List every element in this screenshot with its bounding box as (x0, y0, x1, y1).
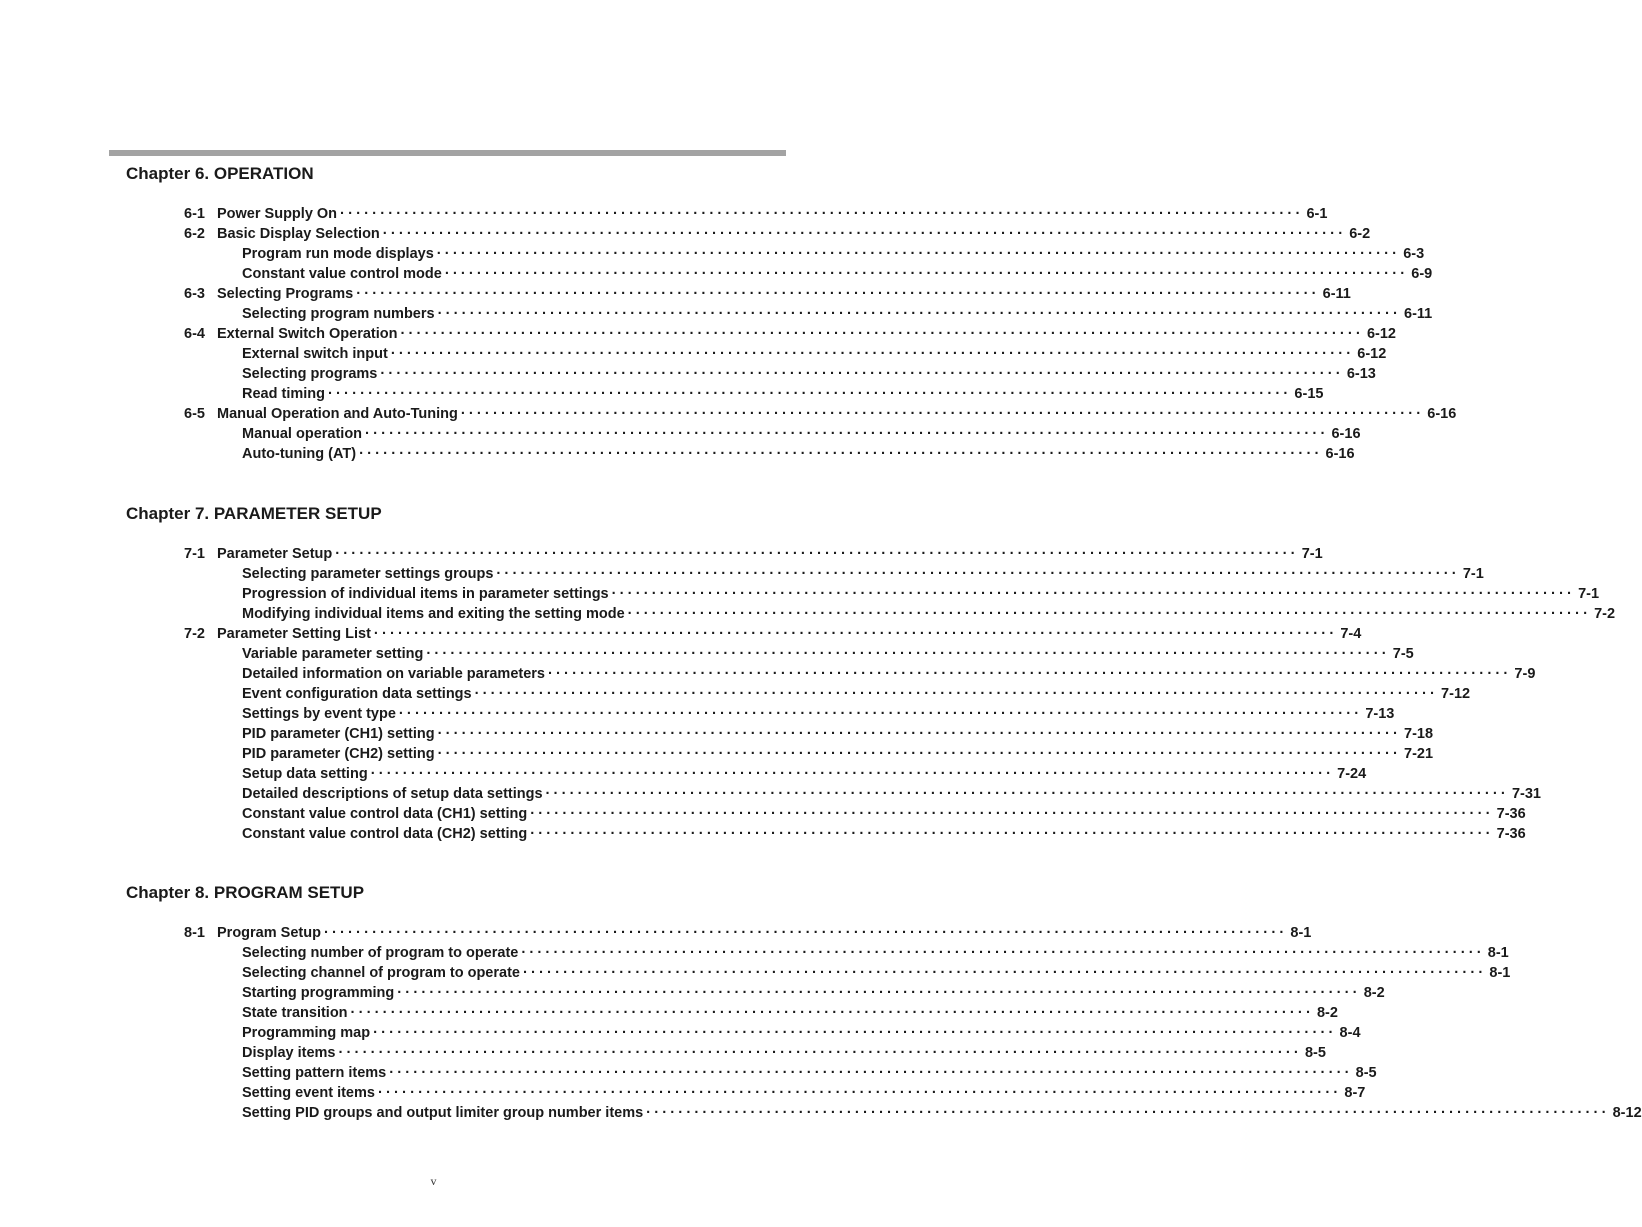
dot-leader: ························································································································ (327, 386, 1292, 402)
toc-entry-number: 6-1 (184, 206, 205, 222)
toc-entry-label: Variable parameter setting (242, 646, 424, 662)
toc-subsection-entry[interactable] (0, 784, 1541, 804)
toc-entry-label: State transition (242, 1005, 348, 1021)
toc-entry-label: Selecting channel of program to operate (242, 965, 520, 981)
toc-entry-page: 6-9 (1411, 266, 1433, 282)
toc-entry-page: 6-2 (1349, 226, 1371, 242)
toc-subsection-entry[interactable] (0, 744, 1434, 764)
toc-entry-page: 7-5 (1392, 646, 1414, 662)
toc-subsection-entry[interactable] (0, 1063, 1377, 1083)
toc-entry-label: Setup data setting (242, 766, 368, 782)
toc-entry-page: 7-18 (1404, 726, 1434, 742)
dot-leader: ························································································································ (547, 666, 1512, 682)
toc-subsection-entry[interactable] (0, 344, 1387, 364)
toc-entry-body (217, 624, 1362, 644)
dot-leader: ························································································································ (521, 945, 1485, 961)
toc-subsection-entry[interactable] (0, 963, 1511, 983)
toc-subsection-entry[interactable] (0, 564, 1484, 584)
toc-entry-label: Program Setup (217, 925, 321, 941)
toc-entry-number: 7-1 (184, 546, 205, 562)
toc-subsection-entry[interactable] (0, 244, 1425, 264)
toc-entry-body (242, 943, 1509, 963)
toc-entry-label: Settings by event type (242, 706, 396, 722)
toc-entry-label: Setting PID groups and output limiter group number items (242, 1105, 644, 1121)
toc-entry-page: 7-13 (1365, 706, 1395, 722)
toc-entry-number: 6-4 (184, 326, 205, 342)
toc-entry-label: Selecting parameter settings groups (242, 566, 494, 582)
toc-entry-number: 6-3 (184, 286, 205, 302)
toc-subsection-entry[interactable] (0, 264, 1433, 284)
toc-entry-body (242, 424, 1361, 444)
toc-section-entry[interactable] (0, 284, 1351, 304)
dot-leader: ························································································································ (338, 1045, 1302, 1061)
dot-leader: ························································································································ (437, 746, 1402, 762)
toc-entry-body (217, 284, 1351, 304)
toc-section-entry[interactable] (0, 204, 1328, 224)
toc-subsection-entry[interactable] (0, 1043, 1326, 1063)
toc-entry-label: Setting pattern items (242, 1065, 387, 1081)
toc-entry-body (242, 963, 1511, 983)
chapter-entries (0, 544, 1616, 844)
toc-section-entry[interactable] (0, 544, 1323, 564)
toc-entry-body (242, 764, 1367, 784)
toc-entry-body (242, 564, 1484, 584)
top-divider-rule (109, 150, 786, 156)
toc-entry-label: Constant value control data (CH2) setting (242, 826, 528, 842)
dot-leader: ························································································································ (382, 226, 1347, 242)
toc-subsection-entry[interactable] (0, 1083, 1366, 1103)
dot-leader: ························································································································ (627, 606, 1592, 622)
toc-entry-body (242, 444, 1355, 464)
toc-entry-page: 8-1 (1487, 945, 1509, 961)
dot-leader: ························································································································ (611, 586, 1576, 602)
toc-entry-page: 6-12 (1357, 346, 1387, 362)
dot-leader: ························································································································ (340, 206, 1304, 222)
toc-entry-label: Display items (242, 1045, 336, 1061)
toc-entry-body (242, 1103, 1642, 1123)
toc-subsection-entry[interactable] (0, 304, 1433, 324)
toc-entry-page: 7-2 (1594, 606, 1616, 622)
toc-entry-body (242, 364, 1376, 384)
toc-entry-body (242, 244, 1425, 264)
toc-entry-label: Power Supply On (217, 206, 338, 222)
toc-entry-label: Manual operation (242, 426, 363, 442)
dot-leader: ························································································································ (373, 626, 1338, 642)
dot-leader: ························································································································ (530, 806, 1494, 822)
dot-leader: ························································································································ (436, 246, 1401, 262)
toc-entry-body (217, 224, 1371, 244)
toc-entry-number: 6-5 (184, 406, 205, 422)
toc-subsection-entry[interactable] (0, 424, 1361, 444)
toc-entry-body (242, 704, 1395, 724)
toc-entry-body (242, 824, 1526, 844)
toc-subsection-entry[interactable] (0, 824, 1526, 844)
toc-entry-body (242, 784, 1541, 804)
toc-entry-body (217, 923, 1312, 943)
dot-leader: ························································································································ (522, 965, 1487, 981)
toc-entry-body (242, 344, 1387, 364)
toc-entry-page: 8-5 (1304, 1045, 1326, 1061)
toc-entry-label: Starting programming (242, 985, 395, 1001)
toc-entry-page: 8-1 (1489, 965, 1511, 981)
dot-leader: ························································································································ (474, 686, 1439, 702)
toc-entry-body (242, 304, 1433, 324)
page-number: v (430, 1174, 437, 1188)
toc-entry-label: Constant value control mode (242, 266, 442, 282)
toc-entry-number: 8-1 (184, 925, 205, 941)
toc-entry-label: PID parameter (CH1) setting (242, 726, 435, 742)
toc-entry-body (242, 604, 1616, 624)
dot-leader: ························································································································ (437, 306, 1402, 322)
dot-leader: ························································································································ (370, 766, 1335, 782)
toc-entry-label: Modifying individual items and exiting the setting mode (242, 606, 625, 622)
toc-entry-body (242, 644, 1414, 664)
toc-entry-label: External switch input (242, 346, 388, 362)
dot-leader: ························································································································ (365, 426, 1329, 442)
toc-entry-page: 8-1 (1290, 925, 1312, 941)
toc-entry-page: 6-11 (1322, 286, 1351, 302)
toc-entry-page: 8-2 (1316, 1005, 1338, 1021)
toc-subsection-entry[interactable] (0, 584, 1600, 604)
toc-entry-page: 8-7 (1344, 1085, 1366, 1101)
toc-entry-body (217, 324, 1396, 344)
toc-entry-label: External Switch Operation (217, 326, 398, 342)
chapter-entries (0, 923, 1642, 1123)
toc-entry-page: 6-15 (1294, 386, 1324, 402)
toc-entry-body (242, 724, 1434, 744)
dot-leader: ························································································································ (350, 1005, 1314, 1021)
dot-leader: ························································································································ (397, 985, 1361, 1001)
toc-entry-label: Selecting program numbers (242, 306, 435, 322)
toc-entry-page: 8-4 (1339, 1025, 1361, 1041)
toc-entry-label: Auto-tuning (AT) (242, 446, 357, 462)
toc-subsection-entry[interactable] (0, 724, 1434, 744)
dot-leader: ························································································································ (545, 786, 1509, 802)
toc-subsection-entry[interactable] (0, 684, 1471, 704)
toc-entry-label: Progression of individual items in parameter settings (242, 586, 609, 602)
toc-subsection-entry[interactable] (0, 943, 1509, 963)
toc-entry-page: 7-1 (1462, 566, 1484, 582)
dot-leader: ························································································································ (426, 646, 1390, 662)
toc-subsection-entry[interactable] (0, 983, 1385, 1003)
dot-leader: ························································································································ (460, 406, 1425, 422)
toc-entry-page: 6-11 (1404, 306, 1433, 322)
toc-entry-body (242, 664, 1536, 684)
dot-leader: ························································································································ (359, 446, 1323, 462)
dot-leader: ························································································································ (400, 326, 1364, 342)
toc-entry-label: Parameter Setting List (217, 626, 371, 642)
toc-entry-body (242, 744, 1434, 764)
toc-entry-label: PID parameter (CH2) setting (242, 746, 435, 762)
dot-leader: ························································································································ (389, 1065, 1353, 1081)
toc-entry-page: 7-31 (1511, 786, 1541, 802)
dot-leader: ························································································································ (530, 826, 1494, 842)
chapter-title: Chapter 6. OPERATION (126, 164, 314, 183)
toc-subsection-entry[interactable] (0, 444, 1355, 464)
toc-entry-page: 7-12 (1441, 686, 1471, 702)
dot-leader: ························································································································ (335, 546, 1299, 562)
dot-leader: ························································································································ (496, 566, 1460, 582)
dot-leader: ························································································································ (377, 1085, 1342, 1101)
toc-subsection-entry[interactable] (0, 804, 1526, 824)
toc-entry-body (242, 983, 1385, 1003)
toc-entry-page: 8-5 (1355, 1065, 1377, 1081)
toc-entry-label: Programming map (242, 1025, 371, 1041)
toc-entry-page: 7-4 (1340, 626, 1362, 642)
toc-entry-label: Detailed information on variable parameters (242, 666, 545, 682)
toc-entry-page: 7-1 (1578, 586, 1600, 602)
chapter-entries (0, 204, 1457, 464)
toc-entry-label: Read timing (242, 386, 325, 402)
toc-entry-label: Parameter Setup (217, 546, 333, 562)
toc-entry-body (217, 544, 1323, 564)
dot-leader: ························································································································ (380, 366, 1344, 382)
toc-subsection-entry[interactable] (0, 644, 1414, 664)
toc-subsection-entry[interactable] (0, 764, 1367, 784)
toc-entry-body (242, 264, 1433, 284)
dot-leader: ························································································································ (398, 706, 1363, 722)
dot-leader: ························································································································ (373, 1025, 1337, 1041)
dot-leader: ························································································································ (437, 726, 1402, 742)
toc-entry-body (242, 1043, 1326, 1063)
toc-subsection-entry[interactable] (0, 384, 1324, 404)
toc-entry-body (242, 1023, 1361, 1043)
toc-entry-body (242, 684, 1471, 704)
toc-subsection-entry[interactable] (0, 604, 1616, 624)
toc-entry-page: 6-13 (1346, 366, 1376, 382)
toc-entry-label: Setting event items (242, 1085, 375, 1101)
toc-section-entry[interactable] (0, 624, 1362, 644)
toc-entry-number: 6-2 (184, 226, 205, 242)
toc-entry-page: 6-16 (1331, 426, 1361, 442)
toc-entry-page: 6-16 (1427, 406, 1457, 422)
toc-entry-page: 7-24 (1337, 766, 1367, 782)
toc-entry-page: 6-12 (1366, 326, 1396, 342)
toc-entry-label: Detailed descriptions of setup data settings (242, 786, 543, 802)
toc-entry-label: Event configuration data settings (242, 686, 472, 702)
toc-entry-number: 7-2 (184, 626, 205, 642)
toc-entry-page: 7-21 (1404, 746, 1434, 762)
toc-entry-page: 7-9 (1514, 666, 1536, 682)
toc-entry-body (242, 1083, 1366, 1103)
toc-entry-label: Program run mode displays (242, 246, 434, 262)
toc-subsection-entry[interactable] (0, 1023, 1361, 1043)
toc-entry-body (242, 584, 1600, 604)
toc-entry-body (242, 804, 1526, 824)
toc-subsection-entry[interactable] (0, 1003, 1338, 1023)
toc-entry-page: 7-36 (1496, 826, 1526, 842)
toc-section-entry[interactable] (0, 324, 1396, 344)
toc-entry-page: 8-12 (1612, 1105, 1642, 1121)
toc-subsection-entry[interactable] (0, 1103, 1642, 1123)
toc-section-entry[interactable] (0, 923, 1312, 943)
toc-entry-label: Basic Display Selection (217, 226, 380, 242)
toc-entry-label: Selecting Programs (217, 286, 354, 302)
toc-section-entry[interactable] (0, 224, 1371, 244)
toc-entry-label: Constant value control data (CH1) setting (242, 806, 528, 822)
toc-entry-body (217, 404, 1457, 424)
toc-entry-label: Selecting number of program to operate (242, 945, 519, 961)
toc-entry-page: 6-16 (1325, 446, 1355, 462)
toc-entry-page: 8-2 (1363, 985, 1385, 1001)
toc-subsection-entry[interactable] (0, 664, 1536, 684)
dot-leader: ························································································································ (444, 266, 1409, 282)
toc-entry-body (217, 204, 1328, 224)
chapter-title: Chapter 8. PROGRAM SETUP (126, 883, 365, 902)
chapter-title: Chapter 7. PARAMETER SETUP (126, 504, 382, 523)
toc-entry-page: 6-1 (1306, 206, 1328, 222)
toc-entry-body (242, 1063, 1377, 1083)
toc-subsection-entry[interactable] (0, 364, 1376, 384)
toc-entry-page: 7-36 (1496, 806, 1526, 822)
toc-section-entry[interactable] (0, 404, 1457, 424)
toc-entry-label: Manual Operation and Auto-Tuning (217, 406, 458, 422)
dot-leader: ························································································································ (356, 286, 1320, 302)
dot-leader: ························································································································ (390, 346, 1355, 362)
toc-entry-label: Selecting programs (242, 366, 378, 382)
toc-entry-page: 6-3 (1403, 246, 1425, 262)
toc-entry-body (242, 384, 1324, 404)
dot-leader: ························································································································ (323, 925, 1288, 941)
toc-subsection-entry[interactable] (0, 704, 1395, 724)
toc-entry-page: 7-1 (1301, 546, 1323, 562)
toc-entry-body (242, 1003, 1338, 1023)
dot-leader: ························································································································ (646, 1105, 1610, 1121)
